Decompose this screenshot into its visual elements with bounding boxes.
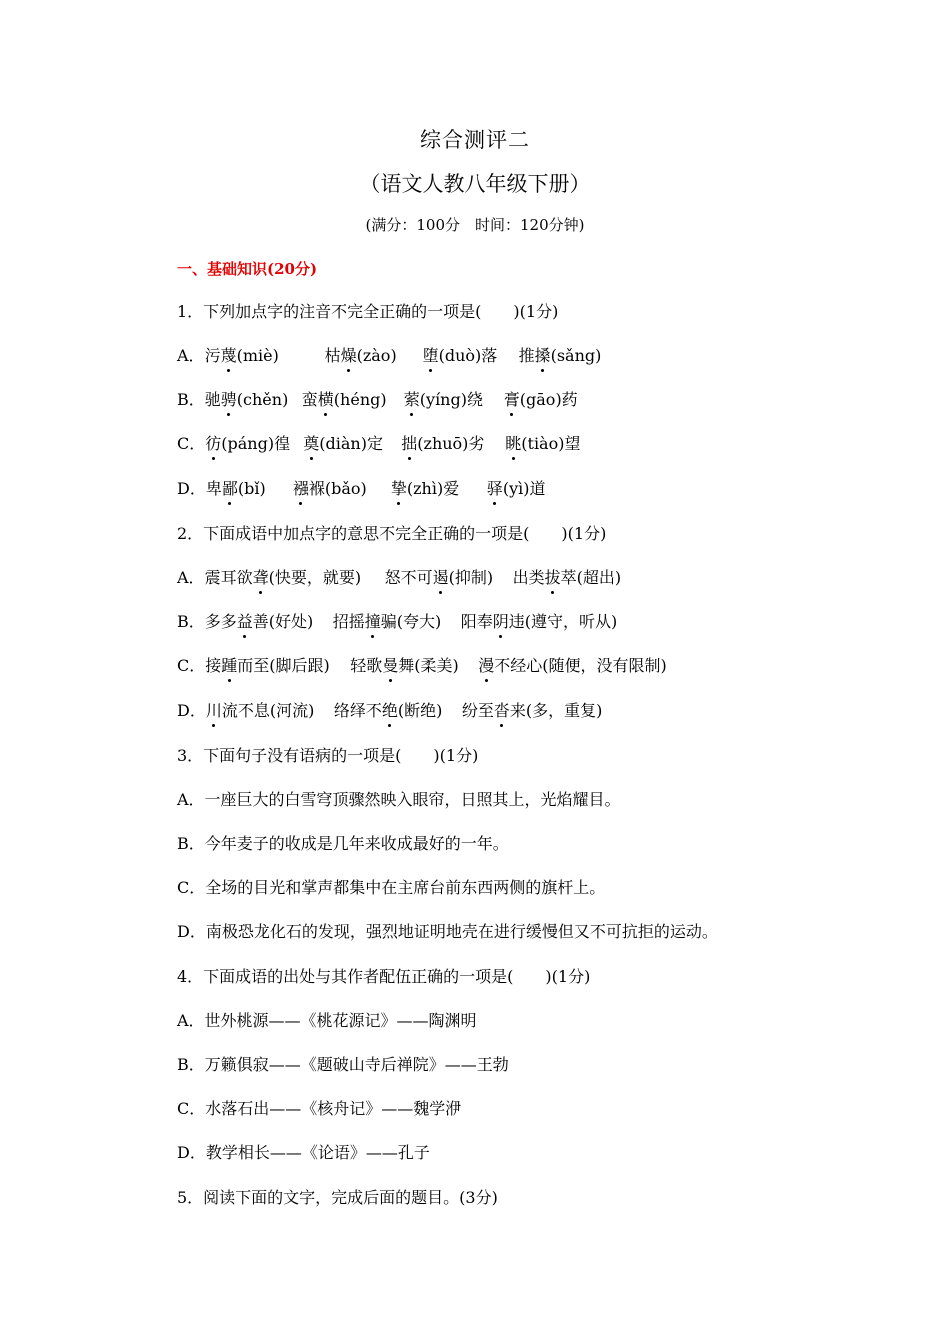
section-heading: 一、基础知识(20分)	[177, 260, 318, 278]
option-item: 挚(zhì)爱	[390, 479, 460, 498]
option-item: 接踵而至(脚后跟)	[205, 656, 330, 675]
option-item: 奠(diàn)定	[303, 434, 383, 453]
question-1-stem: 1．下列加点字的注音不完全正确的一项是( )(1分)	[177, 302, 559, 321]
question-3-option-a: A．一座巨大的白雪穹顶骤然映入眼帘，日照其上，光焰耀目。	[177, 790, 621, 809]
exam-meta: (满分：100分 时间：120分钟)	[365, 216, 585, 234]
option-item: 漫不经心(随便，没有限制)	[478, 656, 667, 675]
option-item: 轻歌曼舞(柔美)	[350, 656, 459, 675]
option-item: 怒不可遏(抑制)	[384, 568, 494, 587]
option-letter: B．	[177, 612, 205, 631]
question-4-option-d: D．教学相长——《论语》——孔子	[177, 1143, 430, 1162]
question-5-stem: 5．阅读下面的文字，完成后面的题目。(3分)	[177, 1188, 498, 1207]
question-4-stem: 4．下面成语的出处与其作者配伍正确的一项是( )(1分)	[177, 967, 591, 986]
option-item: 卑鄙(bǐ)	[205, 479, 266, 498]
option-item: 蛮横(héng)	[301, 390, 387, 409]
option-item: 推搡(sǎng)	[518, 346, 602, 365]
option-letter: A．	[177, 568, 205, 587]
question-2-option-d	[177, 700, 602, 722]
option-item: 彷(páng)徨	[205, 434, 291, 453]
page-subtitle: （语文人教八年级下册）	[359, 172, 591, 196]
option-letter: C．	[177, 434, 206, 453]
option-item: 出类拔萃(超出)	[512, 568, 622, 587]
option-item: 川流不息(河流)	[205, 701, 315, 720]
option-item: 眺(tiào)望	[505, 434, 581, 453]
option-item: 阳奉阴违(遵守，听从)	[460, 612, 618, 631]
option-item: 多多益善(好处)	[204, 612, 314, 631]
option-item: 萦(yíng)绕	[403, 390, 483, 409]
option-item: 驰骋(chěn)	[204, 390, 289, 409]
question-1-option-a	[177, 345, 601, 367]
question-2-option-a	[177, 567, 621, 589]
option-item: 驿(yì)道	[486, 479, 546, 498]
question-3-option-b: B．今年麦子的收成是几年来收成最好的一年。	[177, 834, 509, 853]
option-item: 污蔑(miè)	[204, 346, 279, 365]
question-2-option-c	[177, 655, 667, 677]
option-letter: B．	[177, 390, 205, 409]
question-1-option-d	[177, 478, 546, 500]
option-letter: A．	[177, 346, 205, 365]
option-item: 襁褓(bǎo)	[292, 479, 367, 498]
question-4-option-c: C．水落石出——《核舟记》——魏学洢	[177, 1099, 462, 1118]
question-3-stem: 3．下面句子没有语病的一项是( )(1分)	[177, 746, 479, 765]
question-1-option-b	[177, 389, 578, 411]
option-letter: C．	[177, 656, 206, 675]
option-item: 拙(zhuō)劣	[401, 434, 485, 453]
option-item: 络绎不绝(断绝)	[333, 701, 443, 720]
option-item: 纷至沓来(多，重复)	[461, 701, 603, 720]
page-title: 综合测评二	[420, 128, 530, 152]
option-item: 枯燥(zào)	[324, 346, 397, 365]
question-1-option-c	[177, 433, 580, 455]
option-letter: D．	[177, 479, 206, 498]
question-3-option-d: D．南极恐龙化石的发现，强烈地证明地壳在进行缓慢但又不可抗拒的运动。	[177, 922, 718, 941]
option-item: 招摇撞骗(夸大)	[332, 612, 442, 631]
option-item: 震耳欲聋(快要，就要)	[204, 568, 362, 587]
question-3-option-c: C．全场的目光和掌声都集中在主席台前东西两侧的旗杆上。	[177, 878, 606, 897]
option-item: 堕(duò)落	[422, 346, 498, 365]
question-4-option-a: A．世外桃源——《桃花源记》——陶渊明	[177, 1011, 477, 1030]
question-2-option-b	[177, 611, 617, 633]
option-item: 膏(gāo)药	[503, 390, 578, 409]
question-4-option-b: B．万籁俱寂——《题破山寺后禅院》——王勃	[177, 1055, 509, 1074]
option-letter: D．	[177, 701, 206, 720]
question-2-stem: 2．下面成语中加点字的意思不完全正确的一项是( )(1分)	[177, 524, 607, 543]
